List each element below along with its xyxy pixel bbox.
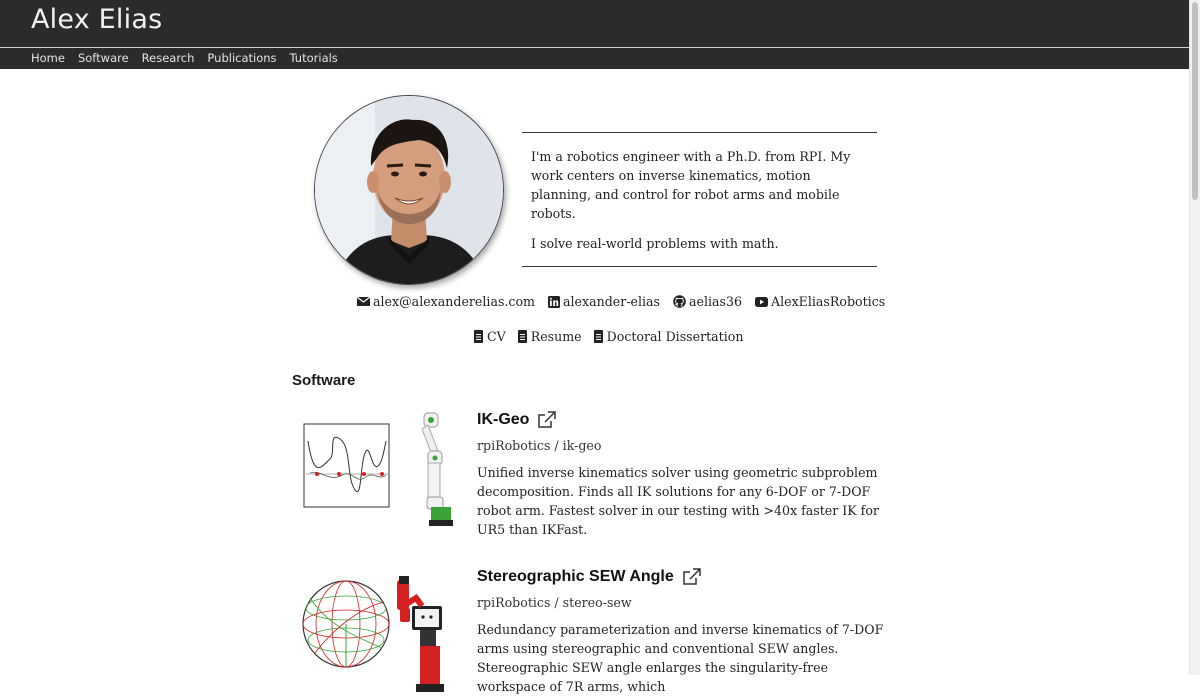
stereo-sew-description: Redundancy parameterization and inverse kinematics of 7-DOF arms using stereographic and conventional SEW angles. Stereographic SEW angle enlarges the singularity-free workspace of 7R arms, which [477,622,884,694]
software-heading: Software [292,372,356,389]
email-link[interactable] [357,294,535,309]
bio-box [522,132,877,267]
github-text: aelias36 [688,294,742,309]
profile-photo [314,95,504,285]
email-text: alex@alexanderelias.com [373,294,535,309]
stereo-sew-thumbnail[interactable] [300,568,465,693]
youtube-text: AlexEliasRobotics [771,294,886,309]
main-nav [31,51,351,65]
nav-research[interactable]: Research [141,51,195,65]
dissertation-link[interactable] [594,329,744,344]
stereo-sew-title-link[interactable] [477,568,701,586]
linkedin-text: alexander-elias [563,294,660,309]
cv-link[interactable] [474,329,506,344]
ik-geo-thumbnail[interactable] [300,411,465,536]
ik-geo-repo: rpiRobotics / ik-geo [477,438,602,453]
resume-link[interactable] [518,329,582,344]
ik-geo-description: Unified inverse kinematics solver using geometric subproblem decomposition. Finds all IK solutions for any 6-DOF or 7-DOF robot arm. Fastest solver in our testing with >40x faster IK for UR5 than IKFast. [477,465,879,537]
site-title[interactable]: Alex Elias [31,4,163,35]
header-divider [0,47,1189,48]
document-links [474,329,755,344]
nav-home[interactable]: Home [31,51,65,65]
cv-text: CV [487,329,506,344]
github-icon [673,295,686,308]
external-link-icon [682,568,701,586]
scrollbar-thumb[interactable] [1192,2,1198,200]
project-ik-geo [300,411,890,541]
stereo-sew-title: Stereographic SEW Angle [477,568,674,585]
document-icon [594,330,603,343]
document-icon [518,330,527,343]
linkedin-link[interactable] [548,294,660,309]
page-scrollbar[interactable] [1189,0,1200,675]
external-link-icon [537,411,556,429]
contact-links [357,294,898,309]
ik-geo-title-link[interactable] [477,411,556,429]
youtube-icon [755,297,768,307]
dissertation-text: Doctoral Dissertation [606,329,744,344]
linkedin-icon [548,296,560,308]
document-icon [474,330,483,343]
nav-tutorials[interactable]: Tutorials [289,51,338,65]
bio-tagline: I solve real-world problems with math. [531,236,779,251]
envelope-icon [357,296,370,307]
site-header [0,0,1189,69]
resume-text: Resume [530,329,582,344]
project-stereo-sew [300,568,890,694]
nav-software[interactable]: Software [77,51,129,65]
nav-publications[interactable]: Publications [207,51,277,65]
github-link[interactable] [673,294,742,309]
ik-geo-title: IK-Geo [477,411,530,428]
youtube-link[interactable] [755,294,885,309]
stereo-sew-repo: rpiRobotics / stereo-sew [477,595,632,610]
bio-paragraph: I'm a robotics engineer with a Ph.D. from RPI. My work centers on inverse kinematics, motion planning, and control for robot arms and mobile robots. [531,149,851,221]
